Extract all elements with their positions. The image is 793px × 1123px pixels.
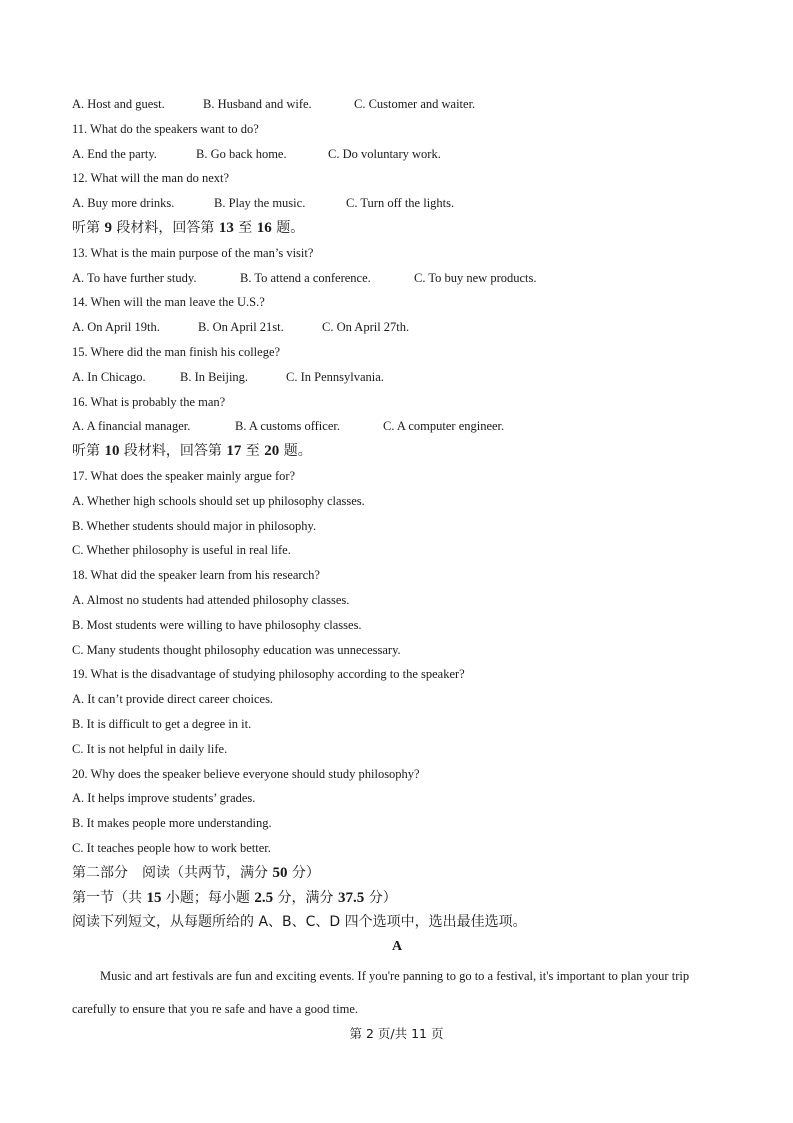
heading-number: 10 [104, 443, 120, 460]
q19-option-c: C. It is not helpful in daily life. [72, 741, 228, 756]
page-content [72, 92, 722, 1026]
question-16: 16. What is probably the man? [72, 394, 226, 409]
heading-text: 分） [364, 889, 397, 906]
question-19: 19. What is the disadvantage of studying philosophy according to the speaker? [72, 667, 465, 682]
option-c: C. Customer and waiter. [354, 97, 476, 111]
option-b: B. On April 21st. [198, 320, 284, 335]
option-a: A. To have further study. [72, 270, 197, 285]
heading-text: 至 [233, 219, 257, 236]
heading-text: 第二部分 阅读（共两节，满分 [72, 864, 273, 881]
heading-text: 分，满分 [273, 889, 339, 906]
heading-number: 13 [218, 219, 234, 236]
q18-option-b: B. Most students were willing to have philosophy classes. [72, 617, 362, 632]
heading-number: 9 [104, 219, 112, 236]
part-2-heading [72, 861, 722, 886]
option-a: A. Buy more drinks. [72, 196, 175, 211]
heading-text: 段材料，回答第 [119, 443, 227, 460]
q18-option-a: A. Almost no students had attended philosophy classes. [72, 592, 350, 607]
question-13: 13. What is the main purpose of the man’s visit? [72, 245, 314, 260]
heading-text: 段材料，回答第 [111, 219, 219, 236]
question-15: 15. Where did the man finish his college? [72, 344, 281, 359]
option-b: B. Go back home. [196, 146, 287, 161]
q19-option-a: A. It can’t provide direct career choices. [72, 692, 274, 707]
heading-text: 第一节（共 [72, 889, 147, 906]
option-c: C. On April 27th. [322, 320, 410, 335]
heading-number: 37.5 [338, 889, 365, 906]
heading-text: 听第 [72, 443, 105, 460]
heading-number: 17 [226, 443, 242, 460]
question-20: 20. Why does the speaker believe everyone should study philosophy? [72, 766, 420, 781]
q17-option-c: C. Whether philosophy is useful in real life. [72, 543, 291, 558]
q19-option-b: B. It is difficult to get a degree in it. [72, 716, 252, 731]
page-footer: 第 2 页/共 11 页 [349, 1026, 444, 1041]
heading-number: 15 [146, 889, 162, 906]
question-18: 18. What did the speaker learn from his research? [72, 568, 320, 583]
option-a: A. On April 19th. [72, 320, 160, 335]
option-a: A. A financial manager. [72, 419, 191, 434]
q17-option-a: A. Whether high schools should set up philosophy classes. [72, 493, 365, 508]
option-b: B. In Beijing. [180, 369, 249, 384]
q20-option-c: C. It teaches people how to work better. [72, 840, 271, 855]
option-b: B. Husband and wife. [203, 97, 312, 111]
heading-number: 16 [256, 219, 272, 236]
heading-text: 至 [241, 443, 265, 460]
heading-text: 分） [287, 864, 320, 881]
q18-option-c: C. Many students thought philosophy education was unnecessary. [72, 642, 401, 657]
option-c: C. To buy new products. [414, 270, 537, 285]
q14-options [72, 315, 722, 340]
q11-options [72, 142, 722, 167]
q20-option-b: B. It makes people more understanding. [72, 816, 272, 831]
q15-options [72, 365, 722, 390]
option-b: B. Play the music. [214, 196, 306, 211]
q13-options [72, 266, 722, 291]
passage-paragraph: Music and art festivals are fun and exciting events. If you're panning to go to a festival, it's important to plan your trip carefully to ensure that you re safe and have a good time. [72, 968, 690, 1016]
reading-instruction: 阅读下列短文，从每题所给的 A、B、C、D 四个选项中，选出最佳选项。 [72, 914, 527, 931]
option-c: C. In Pennsylvania. [286, 369, 384, 384]
q17-option-b: B. Whether students should major in philosophy. [72, 518, 317, 533]
option-b: B. A customs officer. [235, 419, 340, 434]
heading-number: 50 [272, 864, 288, 881]
listening-section-9-heading [72, 216, 722, 241]
q16-options [72, 414, 722, 439]
q10-options [72, 92, 722, 117]
question-17: 17. What does the speaker mainly argue for? [72, 468, 296, 483]
heading-number: 20 [264, 443, 280, 460]
option-c: C. A computer engineer. [383, 419, 505, 434]
heading-text: 听第 [72, 219, 105, 236]
heading-number: 2.5 [254, 889, 274, 906]
listening-section-10-heading [72, 439, 722, 464]
option-a: A. End the party. [72, 146, 157, 161]
heading-text: 题。 [279, 443, 312, 460]
option-a: A. Host and guest. [72, 97, 165, 111]
option-c: C. Turn off the lights. [346, 196, 455, 211]
question-11: 11. What do the speakers want to do? [72, 121, 259, 136]
q12-options [72, 191, 722, 216]
heading-text: 题。 [271, 219, 305, 236]
passage-letter: A [391, 939, 403, 955]
option-b: B. To attend a conference. [240, 270, 371, 285]
option-c: C. Do voluntary work. [328, 146, 441, 161]
question-12: 12. What will the man do next? [72, 171, 230, 186]
section-1-heading [72, 886, 722, 911]
heading-text: 小题；每小题 [161, 889, 255, 906]
q20-option-a: A. It helps improve students’ grades. [72, 791, 256, 806]
question-14: 14. When will the man leave the U.S.? [72, 295, 265, 310]
option-a: A. In Chicago. [72, 369, 146, 384]
